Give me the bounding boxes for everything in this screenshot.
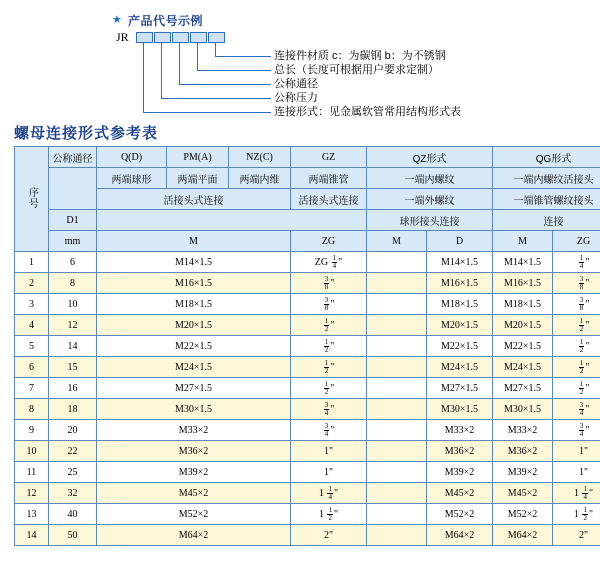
legend-title: 产品代号示例 [128,14,204,28]
header-unit-qg-m: M [493,231,553,252]
cell-dn: 12 [49,315,97,336]
cell-qg-zg: $\frac{3}{4}$ " [553,399,600,420]
cell-q: M27×1.5 [97,378,291,399]
header-sub-qg: 一端内螺纹活接头 [493,168,600,189]
header-conn-left: 活接头式连接 [97,189,291,210]
header-qg-conn: 连接 [493,210,600,231]
cell-seq: 3 [15,294,49,315]
cell-seq: 14 [15,525,49,546]
cell-qz-m [367,525,427,546]
cell-qz-d: M14×1.5 [427,252,493,273]
table-row [15,441,600,462]
cell-qg-m: M27×1.5 [493,378,553,399]
leader-line-5 [143,42,271,113]
cell-qz-m [367,483,427,504]
cell-qz-d: M36×2 [427,441,493,462]
table-row [15,357,600,378]
table-row [15,504,600,525]
cell-qg-zg: 1" [553,441,600,462]
cell-dn: 50 [49,525,97,546]
cell-q: M16×1.5 [97,273,291,294]
cell-gz: $\frac{1}{2}$ " [291,315,367,336]
table-row [15,315,600,336]
cell-gz: $\frac{3}{4}$ " [291,420,367,441]
table-body [15,252,600,546]
cell-qg-m: M24×1.5 [493,357,553,378]
cell-gz: $\frac{3}{8}$ " [291,294,367,315]
header-blank-left [97,210,367,231]
header-sub-qz: 一端内螺纹 [367,168,493,189]
header-group-nz: NZ(C) [229,147,291,168]
cell-qz-m [367,399,427,420]
header-seq-label: 序号 [26,186,38,209]
cell-dn: 6 [49,252,97,273]
header-sub-q: 两端球形 [97,168,167,189]
table-row [15,462,600,483]
header-unit-mm: mm [49,231,97,252]
cell-seq: 4 [15,315,49,336]
cell-qg-zg: 1" [553,462,600,483]
table-header-d1 [15,210,600,231]
cell-qz-m [367,378,427,399]
legend-annotation-pn: 公称压力 [274,92,318,104]
cell-gz: $\frac{1}{2}$ " [291,378,367,399]
legend-annotation-connection: 连接形式：见金属软管常用结构形式表 [274,106,461,118]
header-unit-qg-zg: ZG [553,231,600,252]
cell-gz: $\frac{1}{2}$ " [291,336,367,357]
nut-connection-spec-table [14,146,600,546]
cell-q: M18×1.5 [97,294,291,315]
table-row [15,525,600,546]
cell-qz-m [367,441,427,462]
cell-qg-m: M22×1.5 [493,336,553,357]
cell-q: M20×1.5 [97,315,291,336]
cell-q: M14×1.5 [97,252,291,273]
table-row [15,252,600,273]
table-header-groups [15,147,600,168]
cell-qz-d: M16×1.5 [427,273,493,294]
cell-q: M39×2 [97,462,291,483]
cell-dn: 14 [49,336,97,357]
cell-qz-d: M64×2 [427,525,493,546]
cell-gz: 1" [291,441,367,462]
table-row [15,273,600,294]
cell-seq: 13 [15,504,49,525]
cell-qz-d: M30×1.5 [427,399,493,420]
cell-seq: 2 [15,273,49,294]
cell-q: M30×1.5 [97,399,291,420]
cell-q: M24×1.5 [97,357,291,378]
cell-seq: 5 [15,336,49,357]
cell-seq: 11 [15,462,49,483]
cell-q: M45×2 [97,483,291,504]
header-d1: D1 [49,210,97,231]
cell-seq: 8 [15,399,49,420]
cell-qg-m: M20×1.5 [493,315,553,336]
cell-gz: 1 $\frac{1}{4}$ " [291,483,367,504]
header-unit-m: M [97,231,291,252]
cell-qg-zg: 2" [553,525,600,546]
cell-qz-d: M22×1.5 [427,336,493,357]
cell-qz-m [367,462,427,483]
cell-qg-zg: $\frac{1}{2}$ " [553,378,600,399]
cell-qz-m [367,336,427,357]
header-seq [15,147,49,252]
cell-dn: 10 [49,294,97,315]
cell-qz-d: M20×1.5 [427,315,493,336]
header-group-qg: QG形式 [493,147,600,168]
header-group-gz: GZ [291,147,367,168]
header-unit-qz-d: D [427,231,493,252]
cell-qg-m: M45×2 [493,483,553,504]
cell-gz: 1" [291,462,367,483]
cell-seq: 9 [15,420,49,441]
cell-q: M36×2 [97,441,291,462]
header-conn-qg: 一端锥管螺纹接头 [493,189,600,210]
cell-qz-m [367,315,427,336]
cell-dn: 16 [49,378,97,399]
cell-dn: 40 [49,504,97,525]
cell-qg-m: M39×2 [493,462,553,483]
cell-q: M33×2 [97,420,291,441]
code-prefix: JR [116,30,129,44]
header-unit-qz-m: M [367,231,427,252]
header-conn-qz: 一端外螺纹 [367,189,493,210]
legend-annotation-dn: 公称通径 [274,78,318,90]
cell-qz-m [367,504,427,525]
cell-dn: 20 [49,420,97,441]
header-sub-gz: 两端锥管 [291,168,367,189]
cell-qz-d: M52×2 [427,504,493,525]
header-sub-nz: 两端内维 [229,168,291,189]
table-row [15,378,600,399]
table-row [15,399,600,420]
cell-qg-m: M16×1.5 [493,273,553,294]
cell-seq: 6 [15,357,49,378]
cell-qg-m: M52×2 [493,504,553,525]
cell-qg-m: M30×1.5 [493,399,553,420]
cell-q: M64×2 [97,525,291,546]
header-dn: 公称通径 [49,147,97,168]
table-header-connection [15,189,600,210]
header-group-q: Q(D) [97,147,167,168]
cell-qg-zg: $\frac{3}{4}$ " [553,420,600,441]
cell-seq: 10 [15,441,49,462]
cell-q: M22×1.5 [97,336,291,357]
cell-qg-m: M33×2 [493,420,553,441]
page-title: 螺母连接形式参考表 [14,125,159,142]
cell-qz-m [367,357,427,378]
header-dn-empty [49,168,97,210]
cell-dn: 8 [49,273,97,294]
header-qz-ball: 球形接头连接 [367,210,493,231]
cell-qg-m: M14×1.5 [493,252,553,273]
cell-qg-zg: $\frac{3}{8}$ " [553,294,600,315]
header-sub-pm: 两端平面 [167,168,229,189]
cell-qz-m [367,420,427,441]
spec-table-wrapper [14,146,594,546]
cell-qg-zg: 1 $\frac{1}{4}$ " [553,483,600,504]
cell-dn: 18 [49,399,97,420]
product-code-legend [0,0,600,120]
cell-gz: $\frac{3}{4}$ " [291,399,367,420]
cell-gz: $\frac{3}{8}$ " [291,273,367,294]
legend-annotation-length: 总长（长度可根据用户要求定制） [274,64,439,76]
cell-dn: 25 [49,462,97,483]
cell-qz-d: M39×2 [427,462,493,483]
legend-annotation-material: 连接件材质 c：为碳钢 b：为不锈钢 [274,50,446,62]
cell-qg-zg: $\frac{3}{8}$ " [553,273,600,294]
cell-q: M52×2 [97,504,291,525]
cell-dn: 15 [49,357,97,378]
star-icon: ★ [112,14,122,26]
table-row [15,336,600,357]
table-row [15,483,600,504]
cell-qg-zg: $\frac{1}{2}$ " [553,315,600,336]
cell-qz-m [367,252,427,273]
cell-qz-d: M18×1.5 [427,294,493,315]
header-group-qz: QZ形式 [367,147,493,168]
cell-qg-m: M18×1.5 [493,294,553,315]
cell-qz-d: M24×1.5 [427,357,493,378]
header-conn-gz: 活接头式连接 [291,189,367,210]
cell-seq: 12 [15,483,49,504]
cell-seq: 7 [15,378,49,399]
cell-gz: 1 $\frac{1}{2}$ " [291,504,367,525]
cell-gz: $\frac{1}{2}$ " [291,357,367,378]
header-unit-zg: ZG [291,231,367,252]
table-row [15,420,600,441]
cell-gz: ZG $\frac{1}{4}$ " [291,252,367,273]
cell-gz: 2" [291,525,367,546]
cell-qz-d: M27×1.5 [427,378,493,399]
cell-qz-m [367,294,427,315]
cell-seq: 1 [15,252,49,273]
table-row [15,294,600,315]
cell-qg-zg: $\frac{1}{2}$ " [553,336,600,357]
cell-qg-zg: $\frac{1}{4}$ " [553,252,600,273]
cell-dn: 32 [49,483,97,504]
cell-dn: 22 [49,441,97,462]
cell-qg-m: M36×2 [493,441,553,462]
header-group-pm: PM(A) [167,147,229,168]
cell-qg-zg: 1 $\frac{1}{2}$ " [553,504,600,525]
cell-qz-d: M33×2 [427,420,493,441]
cell-qg-zg: $\frac{1}{2}$ " [553,357,600,378]
cell-qz-m [367,273,427,294]
table-header-subtypes [15,168,600,189]
cell-qg-m: M64×2 [493,525,553,546]
cell-qz-d: M45×2 [427,483,493,504]
table-header-units [15,231,600,252]
